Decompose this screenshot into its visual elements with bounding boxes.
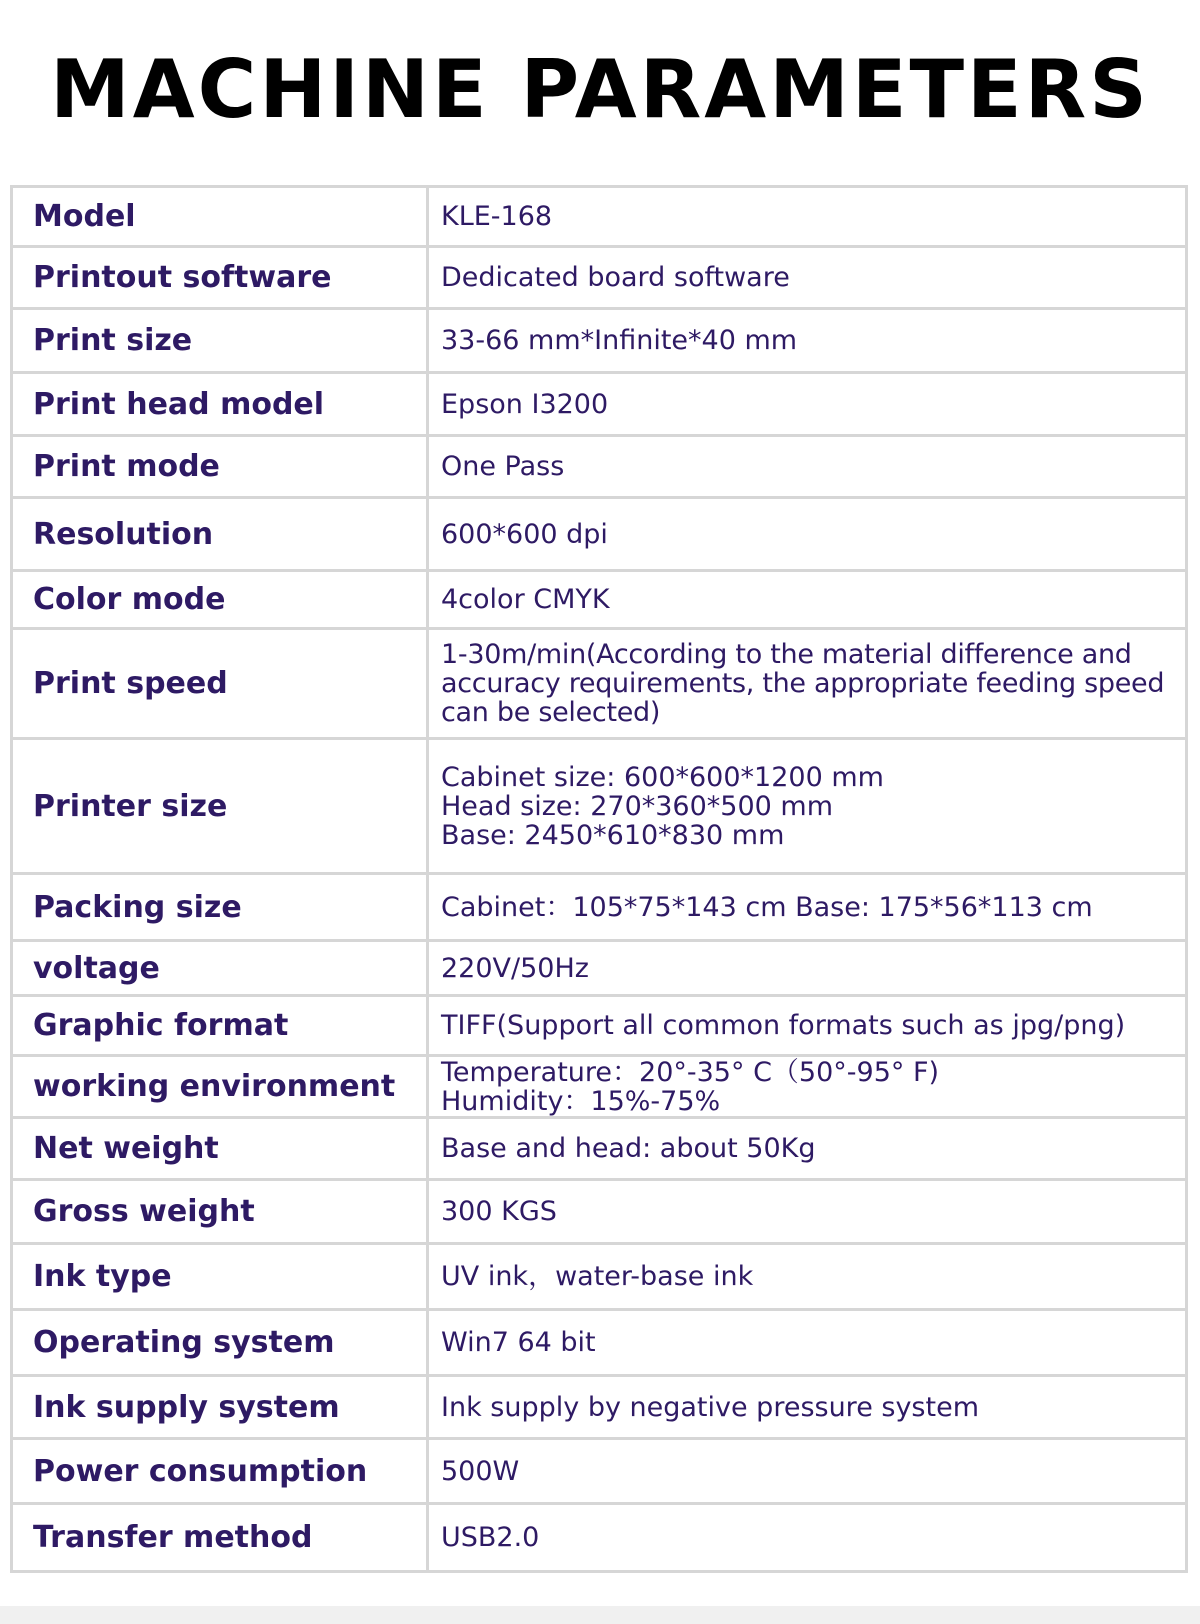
row-label: Printer size xyxy=(12,739,428,874)
table-row xyxy=(12,1310,1187,1376)
row-value xyxy=(428,1244,1187,1310)
row-value xyxy=(428,247,1187,309)
row-value xyxy=(428,1504,1187,1572)
row-label: Power consumption xyxy=(12,1439,428,1504)
row-label: Print head model xyxy=(12,373,428,436)
bottom-divider xyxy=(0,1606,1200,1624)
row-label: Print speed xyxy=(12,629,428,739)
parameters-table xyxy=(10,185,1188,1573)
row-value xyxy=(428,996,1187,1056)
value-line: 600*600 dpi xyxy=(441,518,608,550)
row-label: Ink type xyxy=(12,1244,428,1310)
table-row xyxy=(12,309,1187,373)
row-value xyxy=(428,1056,1187,1118)
table-row xyxy=(12,1376,1187,1439)
table-row xyxy=(12,571,1187,629)
value-line: Cabinet：105*75*143 cm Base: 175*56*113 cm xyxy=(441,891,1093,923)
value-line: 4color CMYK xyxy=(441,584,610,615)
row-value xyxy=(428,739,1187,874)
row-value xyxy=(428,436,1187,498)
row-label: Print size xyxy=(12,309,428,373)
table-row xyxy=(12,1439,1187,1504)
value-line: One Pass xyxy=(441,451,565,482)
value-line: Win7 64 bit xyxy=(441,1327,596,1358)
value-line: Head size: 270*360*500 mm xyxy=(441,790,834,822)
row-value xyxy=(428,1376,1187,1439)
page-title: MACHINE PARAMETERS xyxy=(50,43,1150,136)
table-row xyxy=(12,436,1187,498)
value-line: 1-30m/min(According to the material difference and accuracy requirements, the appropriate feeding speed can be selected) xyxy=(441,639,1165,728)
row-label: Packing size xyxy=(12,874,428,941)
table-row xyxy=(12,1244,1187,1310)
row-value xyxy=(428,941,1187,996)
value-line: Temperature：20°-35° C（50°-95° F) xyxy=(441,1056,940,1088)
row-value xyxy=(428,309,1187,373)
table-row xyxy=(12,373,1187,436)
row-label: voltage xyxy=(12,941,428,996)
row-value xyxy=(428,1118,1187,1180)
table-row xyxy=(12,629,1187,739)
value-line: USB2.0 xyxy=(441,1522,540,1553)
value-line: Base and head: about 50Kg xyxy=(441,1133,816,1164)
row-label: Transfer method xyxy=(12,1504,428,1572)
value-line: 220V/50Hz xyxy=(441,952,589,984)
row-label: Net weight xyxy=(12,1118,428,1180)
table-row xyxy=(12,1180,1187,1244)
row-value xyxy=(428,498,1187,571)
value-line: UV ink，water-base ink xyxy=(441,1261,754,1292)
value-line: KLE-168 xyxy=(441,201,553,232)
row-value xyxy=(428,874,1187,941)
row-label: Resolution xyxy=(12,498,428,571)
row-label: Model xyxy=(12,187,428,247)
row-label: Color mode xyxy=(12,571,428,629)
table-row xyxy=(12,247,1187,309)
table-row xyxy=(12,941,1187,996)
value-line: 500W xyxy=(441,1455,520,1487)
value-line: Ink supply by negative pressure system xyxy=(441,1391,979,1423)
value-line: Cabinet size: 600*600*1200 mm xyxy=(441,761,884,793)
value-line: Dedicated board software xyxy=(441,262,790,293)
table-row xyxy=(12,187,1187,247)
row-value xyxy=(428,373,1187,436)
row-value xyxy=(428,571,1187,629)
row-label: Ink supply system xyxy=(12,1376,428,1439)
table-row xyxy=(12,498,1187,571)
row-value xyxy=(428,1439,1187,1504)
table-row xyxy=(12,874,1187,941)
table-row xyxy=(12,996,1187,1056)
value-line: Humidity：15%-75% xyxy=(441,1085,721,1117)
table-row xyxy=(12,739,1187,874)
row-value xyxy=(428,629,1187,739)
row-label: Operating system xyxy=(12,1310,428,1376)
value-line: Epson I3200 xyxy=(441,388,609,420)
table-row xyxy=(12,1056,1187,1118)
table-row xyxy=(12,1504,1187,1572)
row-label: working environment xyxy=(12,1056,428,1118)
table-row xyxy=(12,1118,1187,1180)
row-label: Printout software xyxy=(12,247,428,309)
row-label: Print mode xyxy=(12,436,428,498)
row-value xyxy=(428,1310,1187,1376)
value-line: Base: 2450*610*830 mm xyxy=(441,819,785,851)
row-value xyxy=(428,1180,1187,1244)
row-label: Graphic format xyxy=(12,996,428,1056)
row-value xyxy=(428,187,1187,247)
value-line: TIFF(Support all common formats such as jpg/png) xyxy=(441,1010,1126,1041)
row-label: Gross weight xyxy=(12,1180,428,1244)
value-line: 33-66 mm*Infinite*40 mm xyxy=(441,325,798,356)
value-line: 300 KGS xyxy=(441,1196,557,1227)
